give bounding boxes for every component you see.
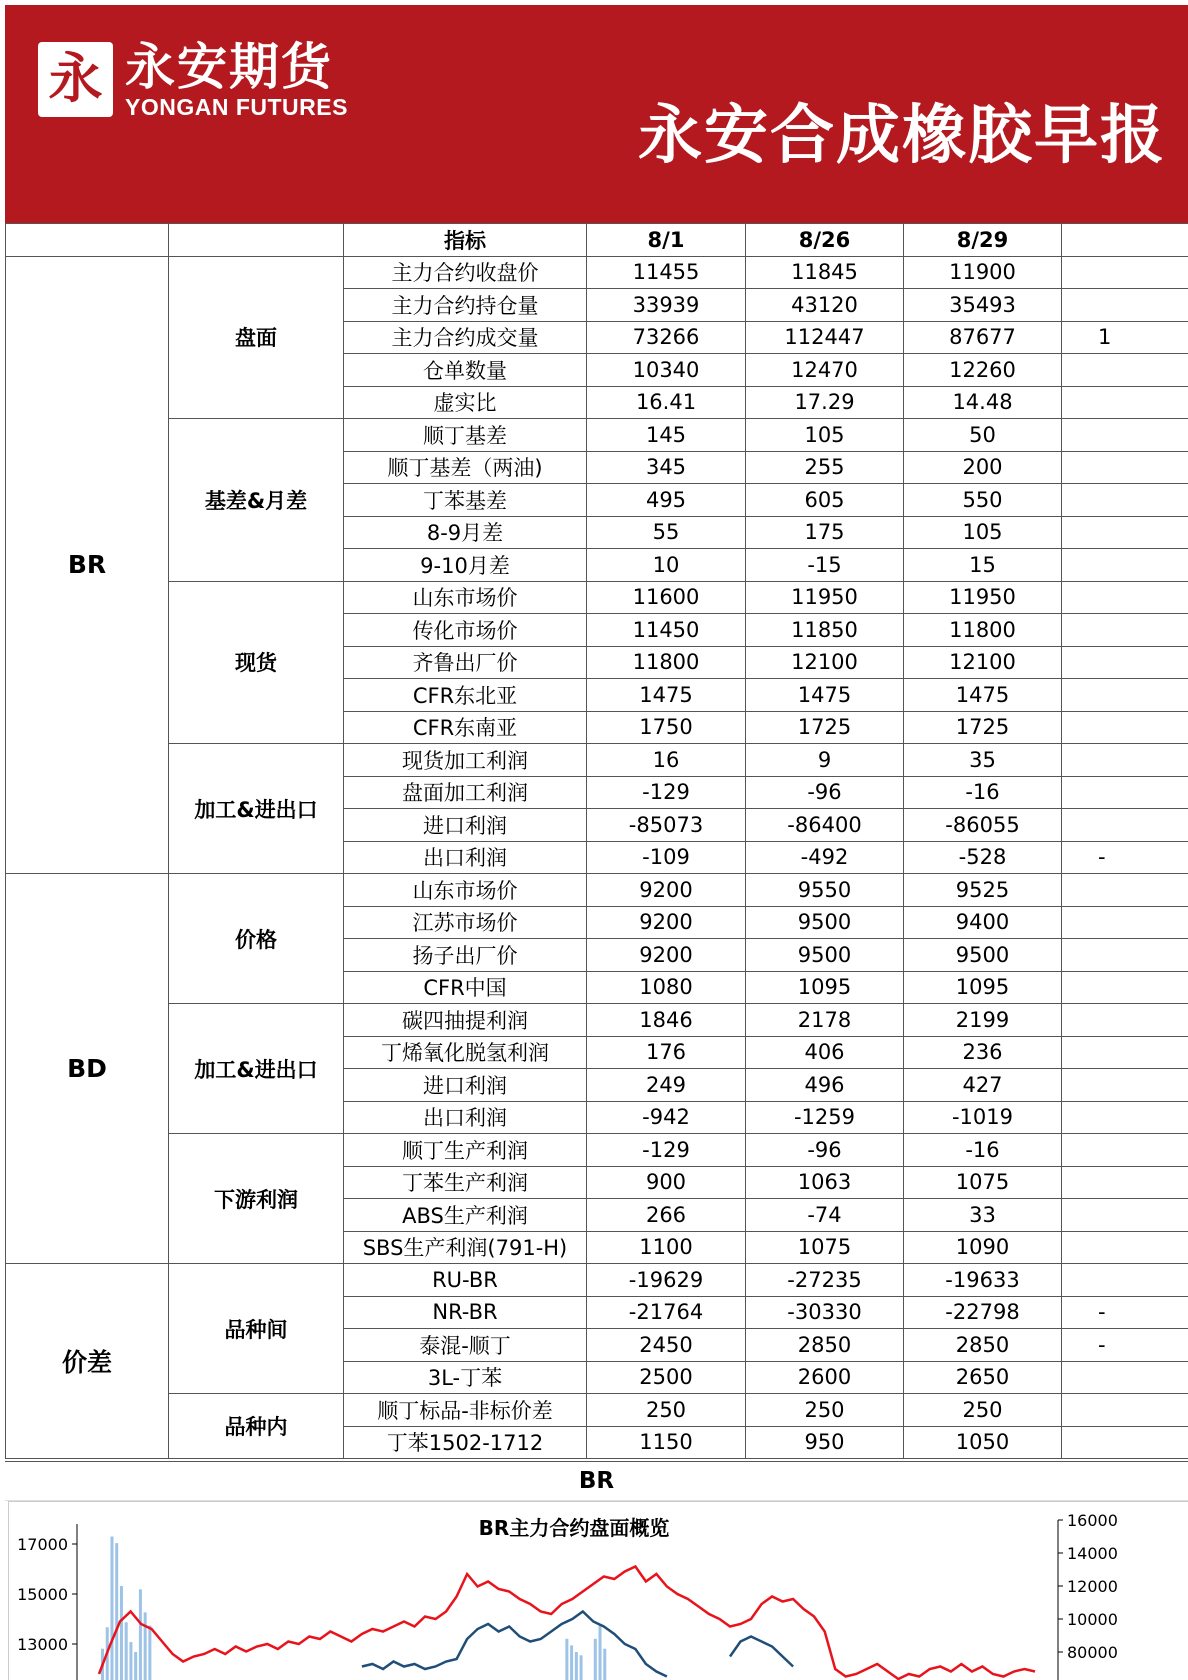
value-cell: 16 [587,744,746,777]
value-cell: 11950 [746,581,904,614]
report-title: 永安合成橡胶早报 [638,99,1166,173]
value-cell: -86055 [904,809,1062,842]
right-tick-label: 12000 [1067,1577,1118,1596]
value-cell: 1475 [587,679,746,712]
value-cell: 12260 [904,354,1062,387]
indicator-label: 丁苯1502-1712 [344,1426,587,1459]
value-cell: 9 [746,744,904,777]
indicator-label: 主力合约成交量 [344,321,587,354]
table-row [6,874,1188,907]
value-cell: -27235 [746,1264,904,1297]
value-cell: -19633 [904,1264,1062,1297]
group-label: 加工&进出口 [169,744,344,874]
value-cell: -19629 [587,1264,746,1297]
value-cell: 9550 [746,874,904,907]
table-row [6,744,1188,777]
group-label: 盘面 [169,256,344,419]
group-label: 加工&进出口 [169,1004,344,1134]
indicator-label: 顺丁标品-非标价差 [344,1394,587,1427]
value-cell: -74 [746,1199,904,1232]
indicator-label: 丁苯生产利润 [344,1166,587,1199]
value-cell: 900 [587,1166,746,1199]
left-tick-label: 15000 [17,1585,68,1604]
right-tick-label: 14000 [1067,1544,1118,1563]
value-cell: 200 [904,451,1062,484]
value-cell: 250 [587,1394,746,1427]
value-cell: 1725 [904,711,1062,744]
value-cell: 1095 [904,971,1062,1004]
partial-cell [1062,354,1188,387]
partial-cell [1062,581,1188,614]
indicator-label: ABS生产利润 [344,1199,587,1232]
left-tick-label: 17000 [17,1535,68,1554]
partial-cell [1062,776,1188,809]
value-cell: 35 [904,744,1062,777]
value-cell: 11455 [587,256,746,289]
value-cell: 1090 [904,1231,1062,1264]
partial-cell [1062,1231,1188,1264]
group-label: 下游利润 [169,1134,344,1264]
indicator-label: 进口利润 [344,1069,587,1102]
table-row [6,1394,1188,1427]
indicator-label: 齐鲁出厂价 [344,646,587,679]
value-cell: 1100 [587,1231,746,1264]
value-cell: 9200 [587,874,746,907]
value-cell: 11950 [904,581,1062,614]
value-cell: 112447 [746,321,904,354]
indicator-label: 顺丁基差（两油) [344,451,587,484]
partial-cell [1062,971,1188,1004]
value-cell: 950 [746,1426,904,1459]
value-cell: 55 [587,516,746,549]
value-cell: 17.29 [746,386,904,419]
partial-cell [1062,1199,1188,1232]
value-cell: 15 [904,549,1062,582]
value-cell: 11450 [587,614,746,647]
indicator-label: 现货加工利润 [344,744,587,777]
value-cell: 2500 [587,1361,746,1394]
value-cell: 1075 [746,1231,904,1264]
table-row [6,581,1188,614]
value-cell: 9200 [587,906,746,939]
value-cell: 14.48 [904,386,1062,419]
partial-cell [1062,1166,1188,1199]
partial-cell [1062,1069,1188,1102]
indicator-label: 山东市场价 [344,581,587,614]
value-cell: 9500 [746,906,904,939]
partial-cell [1062,1426,1188,1459]
indicator-label: 泰混-顺丁 [344,1329,587,1362]
value-cell: 1050 [904,1426,1062,1459]
indicator-label: 虚实比 [344,386,587,419]
value-cell: 2850 [904,1329,1062,1362]
value-cell: 1750 [587,711,746,744]
indicator-label: 扬子出厂价 [344,939,587,972]
partial-cell: - [1062,1296,1188,1329]
value-cell: -96 [746,1134,904,1167]
indicator-label: 丁烯氧化脱氢利润 [344,1036,587,1069]
indicator-label: 8-9月差 [344,516,587,549]
partial-cell [1062,1036,1188,1069]
section-label: BD [6,874,169,1264]
logo-icon [38,42,113,117]
value-cell: -86400 [746,809,904,842]
logo-glyph: 永 [48,46,103,110]
value-cell: -492 [746,841,904,874]
group-label: 品种内 [169,1394,344,1459]
value-cell: 11845 [746,256,904,289]
partial-cell [1062,1264,1188,1297]
value-cell: -942 [587,1101,746,1134]
table-row [6,1264,1188,1297]
chart-area [5,1499,1188,1680]
value-cell: 550 [904,484,1062,517]
value-cell: 345 [587,451,746,484]
value-cell: 87677 [904,321,1062,354]
chart-frame [8,1501,1188,1680]
group-label: 现货 [169,581,344,744]
value-cell: 255 [746,451,904,484]
value-cell: 9525 [904,874,1062,907]
value-cell: 12100 [904,646,1062,679]
value-cell: 2199 [904,1004,1062,1037]
partial-cell: - [1062,841,1188,874]
value-cell: 406 [746,1036,904,1069]
partial-cell: - [1062,1329,1188,1362]
right-tick-label: 16000 [1067,1511,1118,1530]
indicator-label: 仓单数量 [344,354,587,387]
section-label: 价差 [6,1264,169,1459]
partial-cell: 1 [1062,321,1188,354]
partial-cell [1062,386,1188,419]
value-cell: -129 [587,776,746,809]
value-cell: 9200 [587,939,746,972]
value-cell: -1259 [746,1101,904,1134]
indicator-label: SBS生产利润(791-H) [344,1231,587,1264]
table-row [6,1004,1188,1037]
indicator-label: 3L-丁苯 [344,1361,587,1394]
value-cell: -1019 [904,1101,1062,1134]
partial-cell [1062,289,1188,322]
value-cell: 1095 [746,971,904,1004]
value-cell: 1846 [587,1004,746,1037]
company-logo [38,39,348,119]
value-cell: 1475 [746,679,904,712]
value-cell: 605 [746,484,904,517]
group-label: 价格 [169,874,344,1004]
value-cell: 176 [587,1036,746,1069]
value-cell: -22798 [904,1296,1062,1329]
chart-section-title: BR [5,1461,1188,1501]
header-blank-cell [6,224,169,257]
partial-cell [1062,744,1188,777]
value-cell: 11600 [587,581,746,614]
value-cell: 11800 [904,614,1062,647]
partial-cell [1062,711,1188,744]
value-cell: -16 [904,776,1062,809]
indicator-label: 进口利润 [344,809,587,842]
value-cell: 105 [746,419,904,452]
indicator-label: 出口利润 [344,1101,587,1134]
table-row [6,1134,1188,1167]
partial-cell [1062,1134,1188,1167]
value-cell: 33 [904,1199,1062,1232]
value-cell: 10 [587,549,746,582]
value-cell: 496 [746,1069,904,1102]
right-tick-label: 80000 [1067,1643,1118,1662]
value-cell: 236 [904,1036,1062,1069]
indicator-label: RU-BR [344,1264,587,1297]
partial-cell [1062,516,1188,549]
table-row [6,419,1188,452]
partial-cell [1062,874,1188,907]
group-label: 品种间 [169,1264,344,1394]
header-date: 8/1 [587,224,746,257]
left-tick-label: 13000 [17,1635,68,1654]
indicator-label: 山东市场价 [344,874,587,907]
logo-company-name-cn: 永安期货 [125,38,333,96]
indicator-label: 江苏市场价 [344,906,587,939]
value-cell: 10340 [587,354,746,387]
indicator-label: 盘面加工利润 [344,776,587,809]
indicator-label: 9-10月差 [344,549,587,582]
value-cell: 16.41 [587,386,746,419]
partial-cell [1062,484,1188,517]
indicator-label: 丁苯基差 [344,484,587,517]
indicator-label: NR-BR [344,1296,587,1329]
value-cell: 250 [904,1394,1062,1427]
value-cell: 1725 [746,711,904,744]
value-cell: 2850 [746,1329,904,1362]
partial-cell [1062,614,1188,647]
header-banner [5,5,1188,223]
logo-company-name-en: YONGAN FUTURES [125,94,348,120]
partial-cell [1062,939,1188,972]
value-cell: 2650 [904,1361,1062,1394]
group-label: 基差&月差 [169,419,344,582]
value-cell: -15 [746,549,904,582]
partial-cell [1062,1361,1188,1394]
value-cell: -21764 [587,1296,746,1329]
value-cell: 249 [587,1069,746,1102]
value-cell: 1475 [904,679,1062,712]
table-header-row [6,224,1188,257]
value-cell: 2600 [746,1361,904,1394]
value-cell: 175 [746,516,904,549]
value-cell: 11800 [587,646,746,679]
header-date: 8/26 [746,224,904,257]
indicator-label: 顺丁基差 [344,419,587,452]
section-label: BR [6,256,169,874]
partial-cell [1062,549,1188,582]
value-cell: 2178 [746,1004,904,1037]
indicator-label: 传化市场价 [344,614,587,647]
value-cell: 266 [587,1199,746,1232]
value-cell: 1080 [587,971,746,1004]
value-cell: 1075 [904,1166,1062,1199]
value-cell: 2450 [587,1329,746,1362]
table-row [6,256,1188,289]
partial-cell [1062,1004,1188,1037]
value-cell: 495 [587,484,746,517]
value-cell: -528 [904,841,1062,874]
indicator-label: 碳四抽提利润 [344,1004,587,1037]
value-cell: 12100 [746,646,904,679]
value-cell: 50 [904,419,1062,452]
value-cell: 12470 [746,354,904,387]
value-cell: 9500 [904,939,1062,972]
right-tick-label: 10000 [1067,1610,1118,1629]
header-partial-cell [1062,224,1188,257]
value-cell: 73266 [587,321,746,354]
value-cell: 35493 [904,289,1062,322]
indicator-label: 出口利润 [344,841,587,874]
indicator-table [5,223,1188,1459]
partial-cell [1062,1394,1188,1427]
partial-cell [1062,646,1188,679]
value-cell: 145 [587,419,746,452]
value-cell: 33939 [587,289,746,322]
header-blank-cell [169,224,344,257]
value-cell: 1063 [746,1166,904,1199]
value-cell: -96 [746,776,904,809]
value-cell: 105 [904,516,1062,549]
value-cell: 427 [904,1069,1062,1102]
indicator-label: 顺丁生产利润 [344,1134,587,1167]
partial-cell [1062,419,1188,452]
partial-cell [1062,906,1188,939]
indicator-label: CFR东北亚 [344,679,587,712]
value-cell: -129 [587,1134,746,1167]
partial-cell [1062,256,1188,289]
value-cell: -85073 [587,809,746,842]
value-cell: 9500 [746,939,904,972]
chart-title: BR主力合约盘面概览 [478,1516,670,1540]
value-cell: 1150 [587,1426,746,1459]
value-cell: -109 [587,841,746,874]
indicator-label: 主力合约收盘价 [344,256,587,289]
partial-cell [1062,679,1188,712]
value-cell: 11850 [746,614,904,647]
value-cell: 43120 [746,289,904,322]
partial-cell [1062,451,1188,484]
indicator-label: CFR中国 [344,971,587,1004]
value-cell: -16 [904,1134,1062,1167]
header-date: 8/29 [904,224,1062,257]
partial-cell [1062,809,1188,842]
value-cell: 11900 [904,256,1062,289]
value-cell: 9400 [904,906,1062,939]
value-cell: 250 [746,1394,904,1427]
header-indicator: 指标 [344,224,587,257]
indicator-label: CFR东南亚 [344,711,587,744]
value-cell: -30330 [746,1296,904,1329]
logo-text [125,39,348,119]
indicator-label: 主力合约持仓量 [344,289,587,322]
partial-cell [1062,1101,1188,1134]
